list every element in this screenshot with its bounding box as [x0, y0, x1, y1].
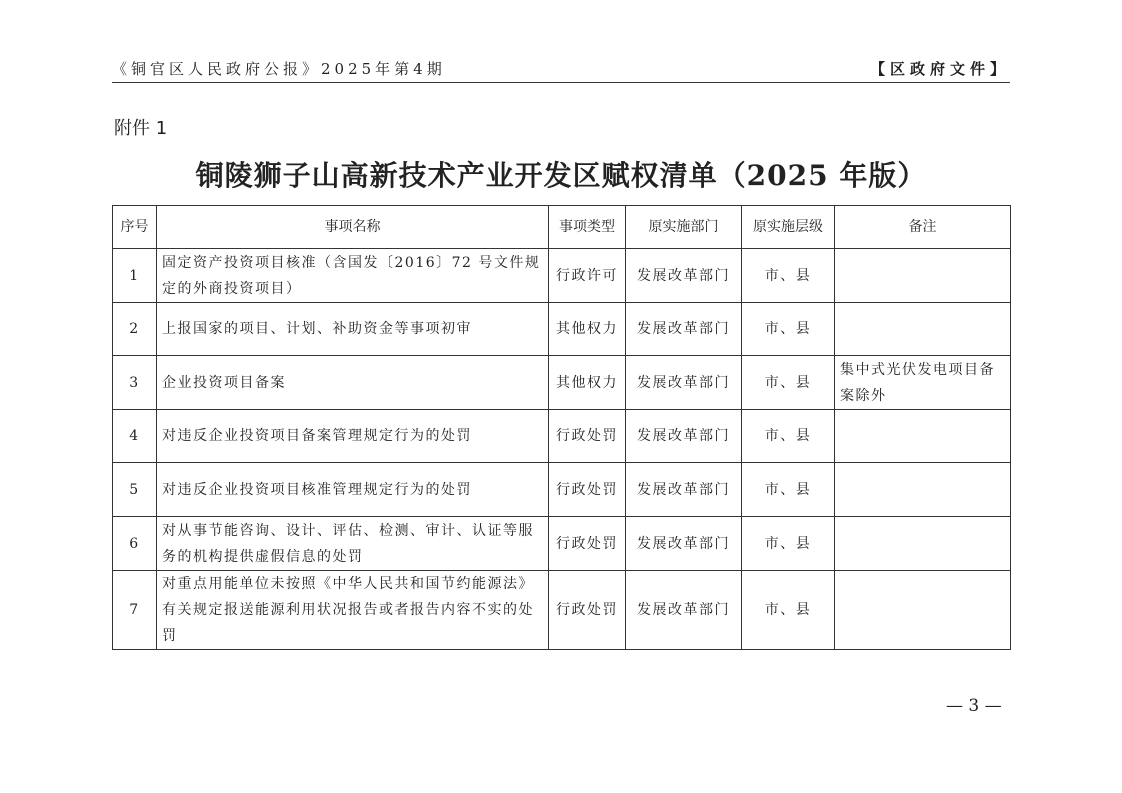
table-row [113, 463, 1011, 517]
column-header-name: 事项名称 [157, 206, 549, 249]
empowerment-table [112, 205, 1011, 650]
item-type: 其他权力 [549, 356, 626, 410]
row-number: 1 [113, 249, 157, 303]
attachment-label: 附件 1 [114, 118, 168, 139]
column-header-level: 原实施层级 [742, 206, 835, 249]
item-dept: 发展改革部门 [626, 303, 742, 356]
item-dept: 发展改革部门 [626, 463, 742, 517]
item-type: 行政处罚 [549, 410, 626, 463]
item-dept: 发展改革部门 [626, 356, 742, 410]
item-note [835, 410, 1011, 463]
item-dept: 发展改革部门 [626, 249, 742, 303]
item-type: 行政处罚 [549, 571, 626, 650]
item-dept: 发展改革部门 [626, 410, 742, 463]
column-header-note: 备注 [835, 206, 1011, 249]
table-row [113, 356, 1011, 410]
item-level: 市、县 [742, 249, 835, 303]
item-name: 上报国家的项目、计划、补助资金等事项初审 [157, 303, 549, 356]
table-row [113, 303, 1011, 356]
item-name: 对违反企业投资项目核准管理规定行为的处罚 [157, 463, 549, 517]
item-note [835, 517, 1011, 571]
document-title: 铜陵狮子山高新技术产业开发区赋权清单（2025 年版） [195, 159, 927, 192]
item-name: 对从事节能咨询、设计、评估、检测、审计、认证等服务的机构提供虚假信息的处罚 [157, 517, 549, 571]
item-type: 行政处罚 [549, 517, 626, 571]
row-number: 3 [113, 356, 157, 410]
item-level: 市、县 [742, 571, 835, 650]
item-note: 集中式光伏发电项目备案除外 [835, 356, 1011, 410]
item-level: 市、县 [742, 356, 835, 410]
section-label: 【区政府文件】 [869, 60, 1010, 78]
column-header-dept: 原实施部门 [626, 206, 742, 249]
item-note [835, 571, 1011, 650]
row-number: 4 [113, 410, 157, 463]
table-row [113, 410, 1011, 463]
row-number: 6 [113, 517, 157, 571]
item-type: 行政处罚 [549, 463, 626, 517]
item-note [835, 303, 1011, 356]
column-header-no: 序号 [113, 206, 157, 249]
table-row [113, 517, 1011, 571]
item-dept: 发展改革部门 [626, 571, 742, 650]
table-header-row [113, 206, 1011, 249]
page-number: — 3 — [946, 696, 1002, 716]
item-note [835, 463, 1011, 517]
item-name: 对重点用能单位未按照《中华人民共和国节约能源法》有关规定报送能源利用状况报告或者报告内容不实的处罚 [157, 571, 549, 650]
item-name: 固定资产投资项目核准（含国发〔2016〕72 号文件规定的外商投资项目） [157, 249, 549, 303]
table-row [113, 571, 1011, 650]
row-number: 5 [113, 463, 157, 517]
row-number: 2 [113, 303, 157, 356]
row-number: 7 [113, 571, 157, 650]
item-level: 市、县 [742, 463, 835, 517]
header-divider [112, 82, 1010, 83]
item-level: 市、县 [742, 517, 835, 571]
item-dept: 发展改革部门 [626, 517, 742, 571]
item-name: 对违反企业投资项目备案管理规定行为的处罚 [157, 410, 549, 463]
publication-header: 《铜官区人民政府公报》2025年第4期 [112, 60, 446, 78]
item-type: 行政许可 [549, 249, 626, 303]
table-row [113, 249, 1011, 303]
item-type: 其他权力 [549, 303, 626, 356]
item-level: 市、县 [742, 303, 835, 356]
item-level: 市、县 [742, 410, 835, 463]
item-name: 企业投资项目备案 [157, 356, 549, 410]
column-header-type: 事项类型 [549, 206, 626, 249]
item-note [835, 249, 1011, 303]
